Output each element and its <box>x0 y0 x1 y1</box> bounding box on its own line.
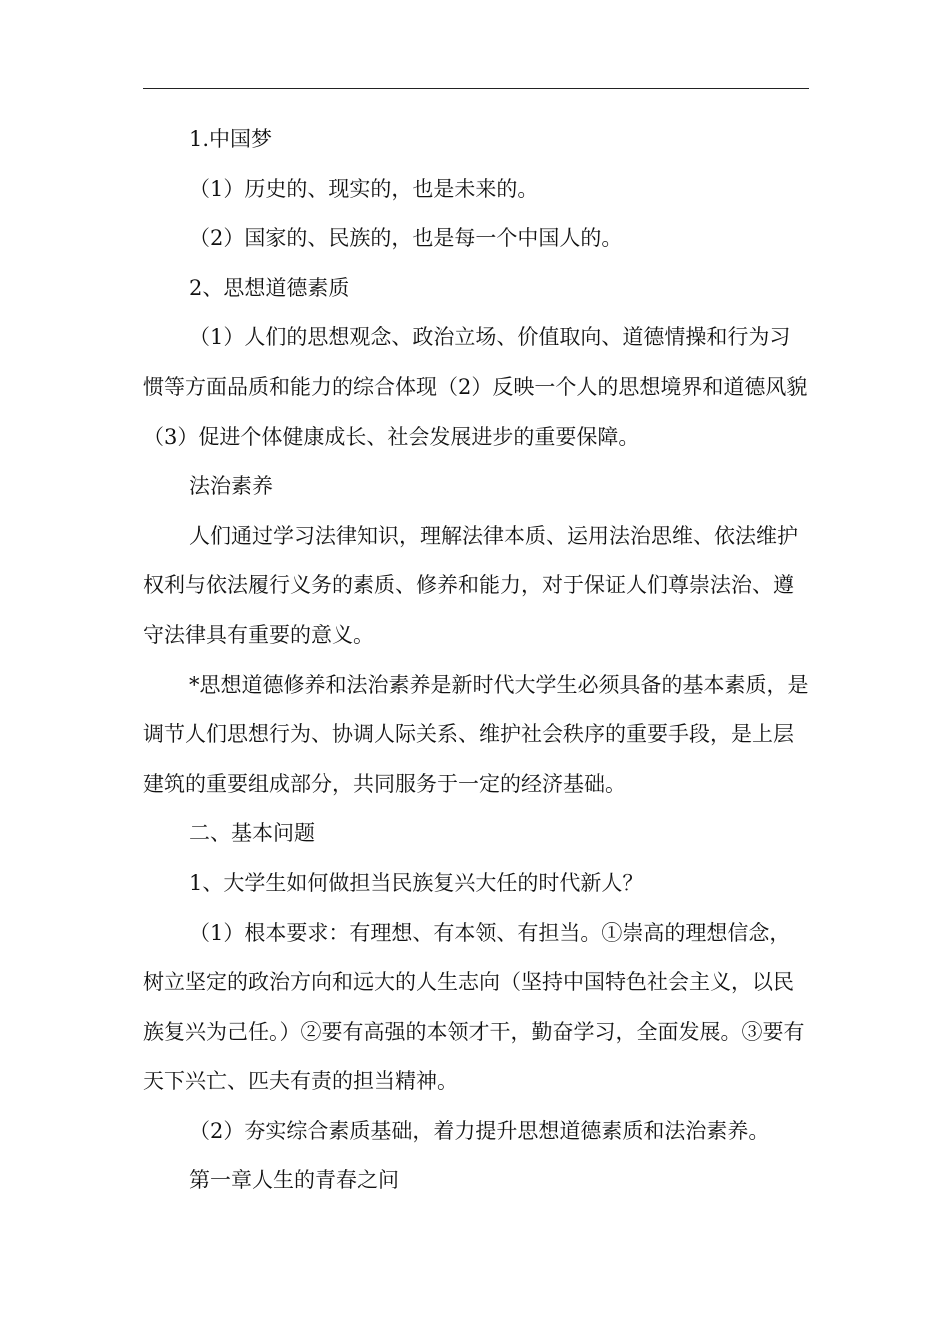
paragraph-fundamental-requirements: （1）根本要求：有理想、有本领、有担当。①崇高的理想信念，树立坚定的政治方向和远大的人生志向（坚持中国特色社会主义，以民族复兴为己任。）②要有高强的本领才干，勤奋学习，全面发展。③要有天下兴亡、匹夫有责的担当精神。 <box>143 920 805 1094</box>
heading-moral-quality: 2、思想道德素质 <box>189 275 350 300</box>
heading-legal-literacy: 法治素养 <box>189 474 273 499</box>
heading-basic-questions: 二、基本问题 <box>189 821 315 846</box>
document-body <box>143 115 811 1206</box>
paragraph-legal-literacy: 人们通过学习法律知识，理解法律本质、运用法治思维、依法维护权利与依法履行义务的素质、修养和能力，对于保证人们尊崇法治、遵守法律具有重要的意义。 <box>143 523 798 647</box>
chapter-one-title: 第一章人生的青春之问 <box>189 1168 399 1193</box>
header-rule <box>143 88 809 89</box>
list-item: （2）夯实综合素质基础，着力提升思想道德素质和法治素养。 <box>189 1118 770 1143</box>
paragraph-basic-qualities: *思想道德修养和法治素养是新时代大学生必须具备的基本素质，是调节人们思想行为、协调人际关系、维护社会秩序的重要手段，是上层建筑的重要组成部分，共同服务于一定的经济基础。 <box>143 672 809 796</box>
list-item: （2）国家的、民族的，也是每一个中国人的。 <box>189 226 623 251</box>
question-new-generation: 1、大学生如何做担当民族复兴大任的时代新人？ <box>189 870 644 895</box>
heading-chinese-dream: 1.中国梦 <box>189 127 273 151</box>
paragraph-moral-quality: （1）人们的思想观念、政治立场、价值取向、道德情操和行为习惯等方面品质和能力的综合体现（2）反映一个人的思想境界和道德风貌（3）促进个体健康成长、社会发展进步的重要保障。 <box>143 325 808 449</box>
list-item: （1）历史的、现实的，也是未来的。 <box>189 176 539 201</box>
